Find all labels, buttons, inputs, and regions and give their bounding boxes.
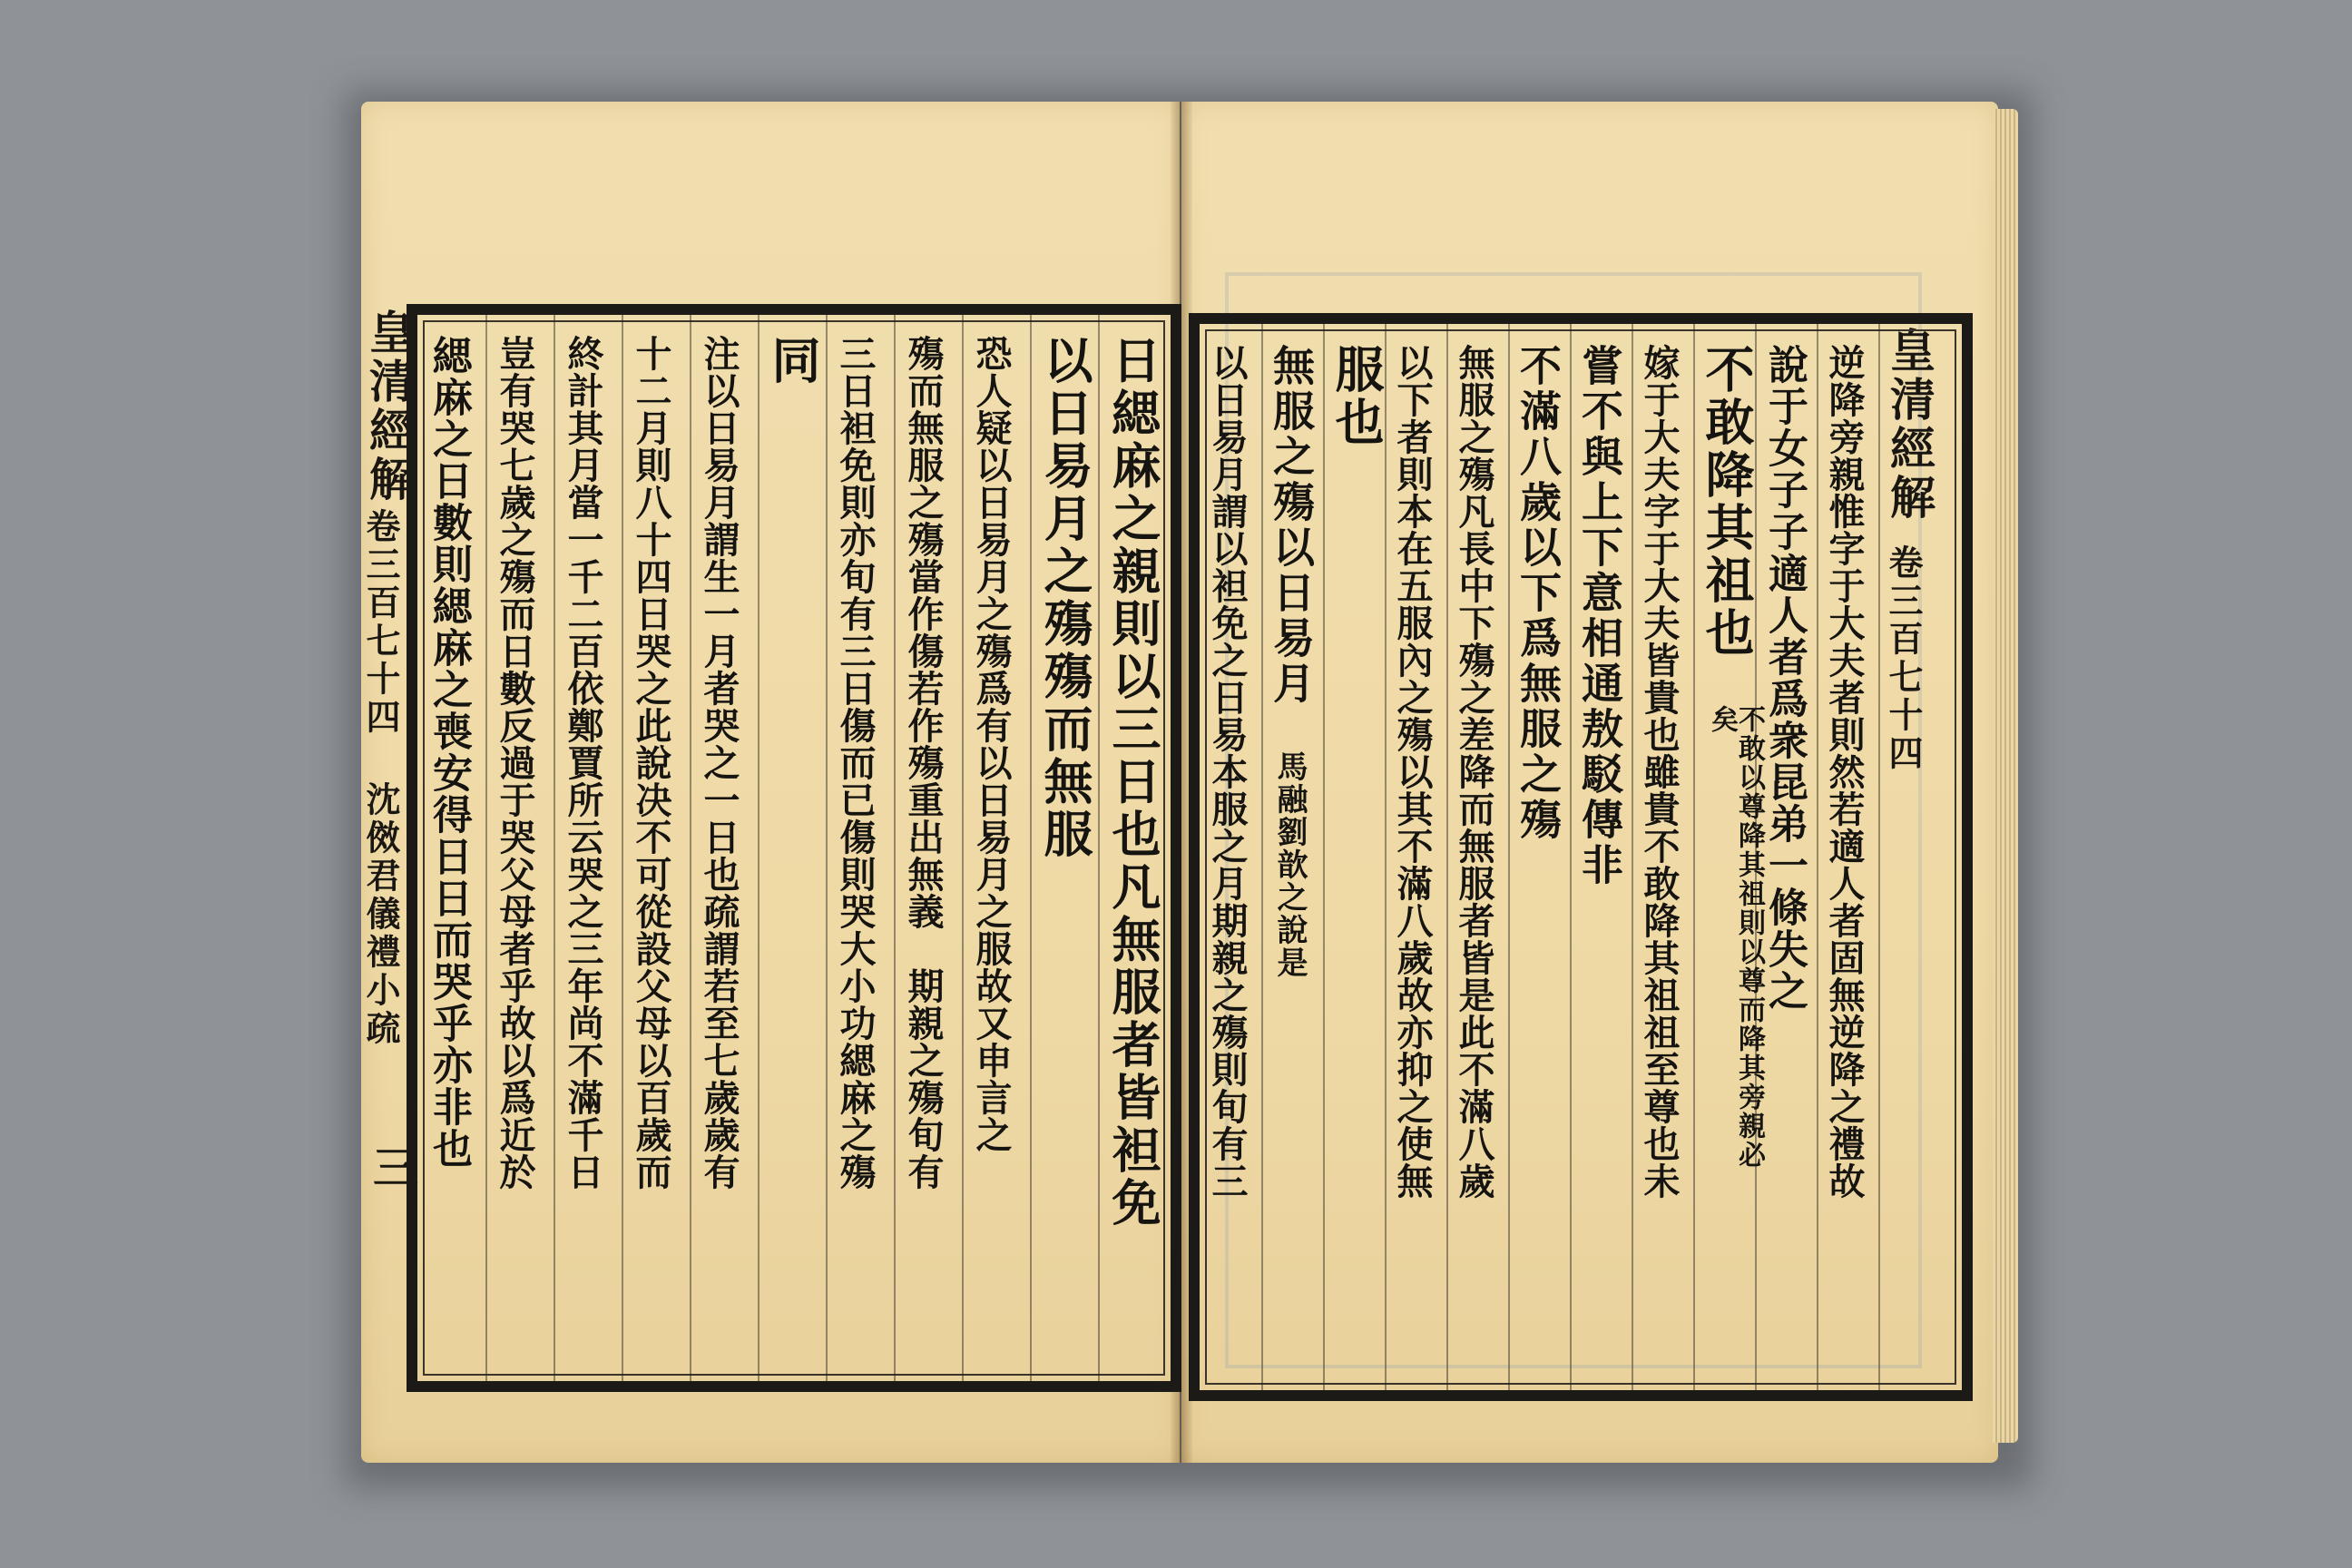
text-column: 嫁于大夫字于大夫皆貴也雖貴不敢降其祖祖至尊也未 xyxy=(1638,344,1681,1200)
annotation-column: 馬融劉歆之說是 xyxy=(1271,750,1308,979)
text-column: 豈有哭七歲之殤而日數反過于哭父母者乎故以爲近於 xyxy=(494,335,536,1191)
text-column: 注以日易月謂生一月者哭之一日也疏謂若至七歲歲有 xyxy=(698,335,740,1191)
left-margin-title: 皇清經解 xyxy=(362,309,416,505)
page-edges xyxy=(1993,109,2018,1443)
text-column: 終計其月當一千二百依鄭賈所云哭之三年尚不滿千日 xyxy=(562,335,604,1191)
right-margin-section: 卷三百七十四 xyxy=(1883,544,1924,773)
text-column: 嘗不與上下意相通敖駁傳非 xyxy=(1575,344,1624,888)
text-column: 同 xyxy=(764,335,822,387)
right-margin-title: 皇清經解 xyxy=(1883,327,1936,523)
text-column: 逆降旁親惟字于大夫者則然若適人者固無逆降之禮故 xyxy=(1823,344,1866,1200)
text-column: 殤而無服之殤當作傷若作殤重出無義 期親之殤旬有 xyxy=(902,335,945,1191)
text-column: 無服之殤以日易月 xyxy=(1267,344,1316,707)
text-column: 三日袒免則亦旬有三日傷而已傷則哭大小功緦麻之殤 xyxy=(834,335,877,1191)
left-margin-section: 卷三百七十四 沈傚君儀禮小疏 xyxy=(360,508,401,1048)
text-column: 以下者則本在五服內之殤以其不滿八歲故亦抑之使無 xyxy=(1391,344,1434,1200)
text-column: 服也 xyxy=(1328,344,1386,449)
text-column: 不滿八歲以下爲無服之殤 xyxy=(1514,344,1563,843)
left-margin-page-number: 三 xyxy=(366,1143,419,1192)
left-text-frame xyxy=(407,304,1181,1392)
text-column: 恐人疑以日易月之殤爲有以日易月之服故又申言之 xyxy=(970,335,1013,1153)
text-column: 十二月則八十四日哭之此說决不可從設父母以百歲而 xyxy=(630,335,672,1191)
text-column: 緦麻之日數則緦麻之喪安得日日而哭乎亦非也 xyxy=(426,335,472,1170)
right-text-frame xyxy=(1189,313,1973,1401)
text-column: 以日易月謂以袒免之日易本服之月期親之殤則旬有三 xyxy=(1206,344,1249,1200)
text-column: 無服之殤凡長中下殤之差降而無服者皆是此不滿八歲 xyxy=(1453,344,1495,1200)
text-column: 以日易月之殤殤而無服 xyxy=(1036,335,1094,861)
annotation-column: 不敢以尊降其祖則以尊而降其旁親必矣 xyxy=(1706,705,1765,1170)
text-column: 說于女子子適人者爲衆昆弟一條失之 xyxy=(1761,344,1808,1012)
text-column: 日緦麻之親則以三日也凡無服者皆袒免 xyxy=(1104,335,1162,1230)
text-column: 不敢降其祖也 xyxy=(1698,344,1756,660)
